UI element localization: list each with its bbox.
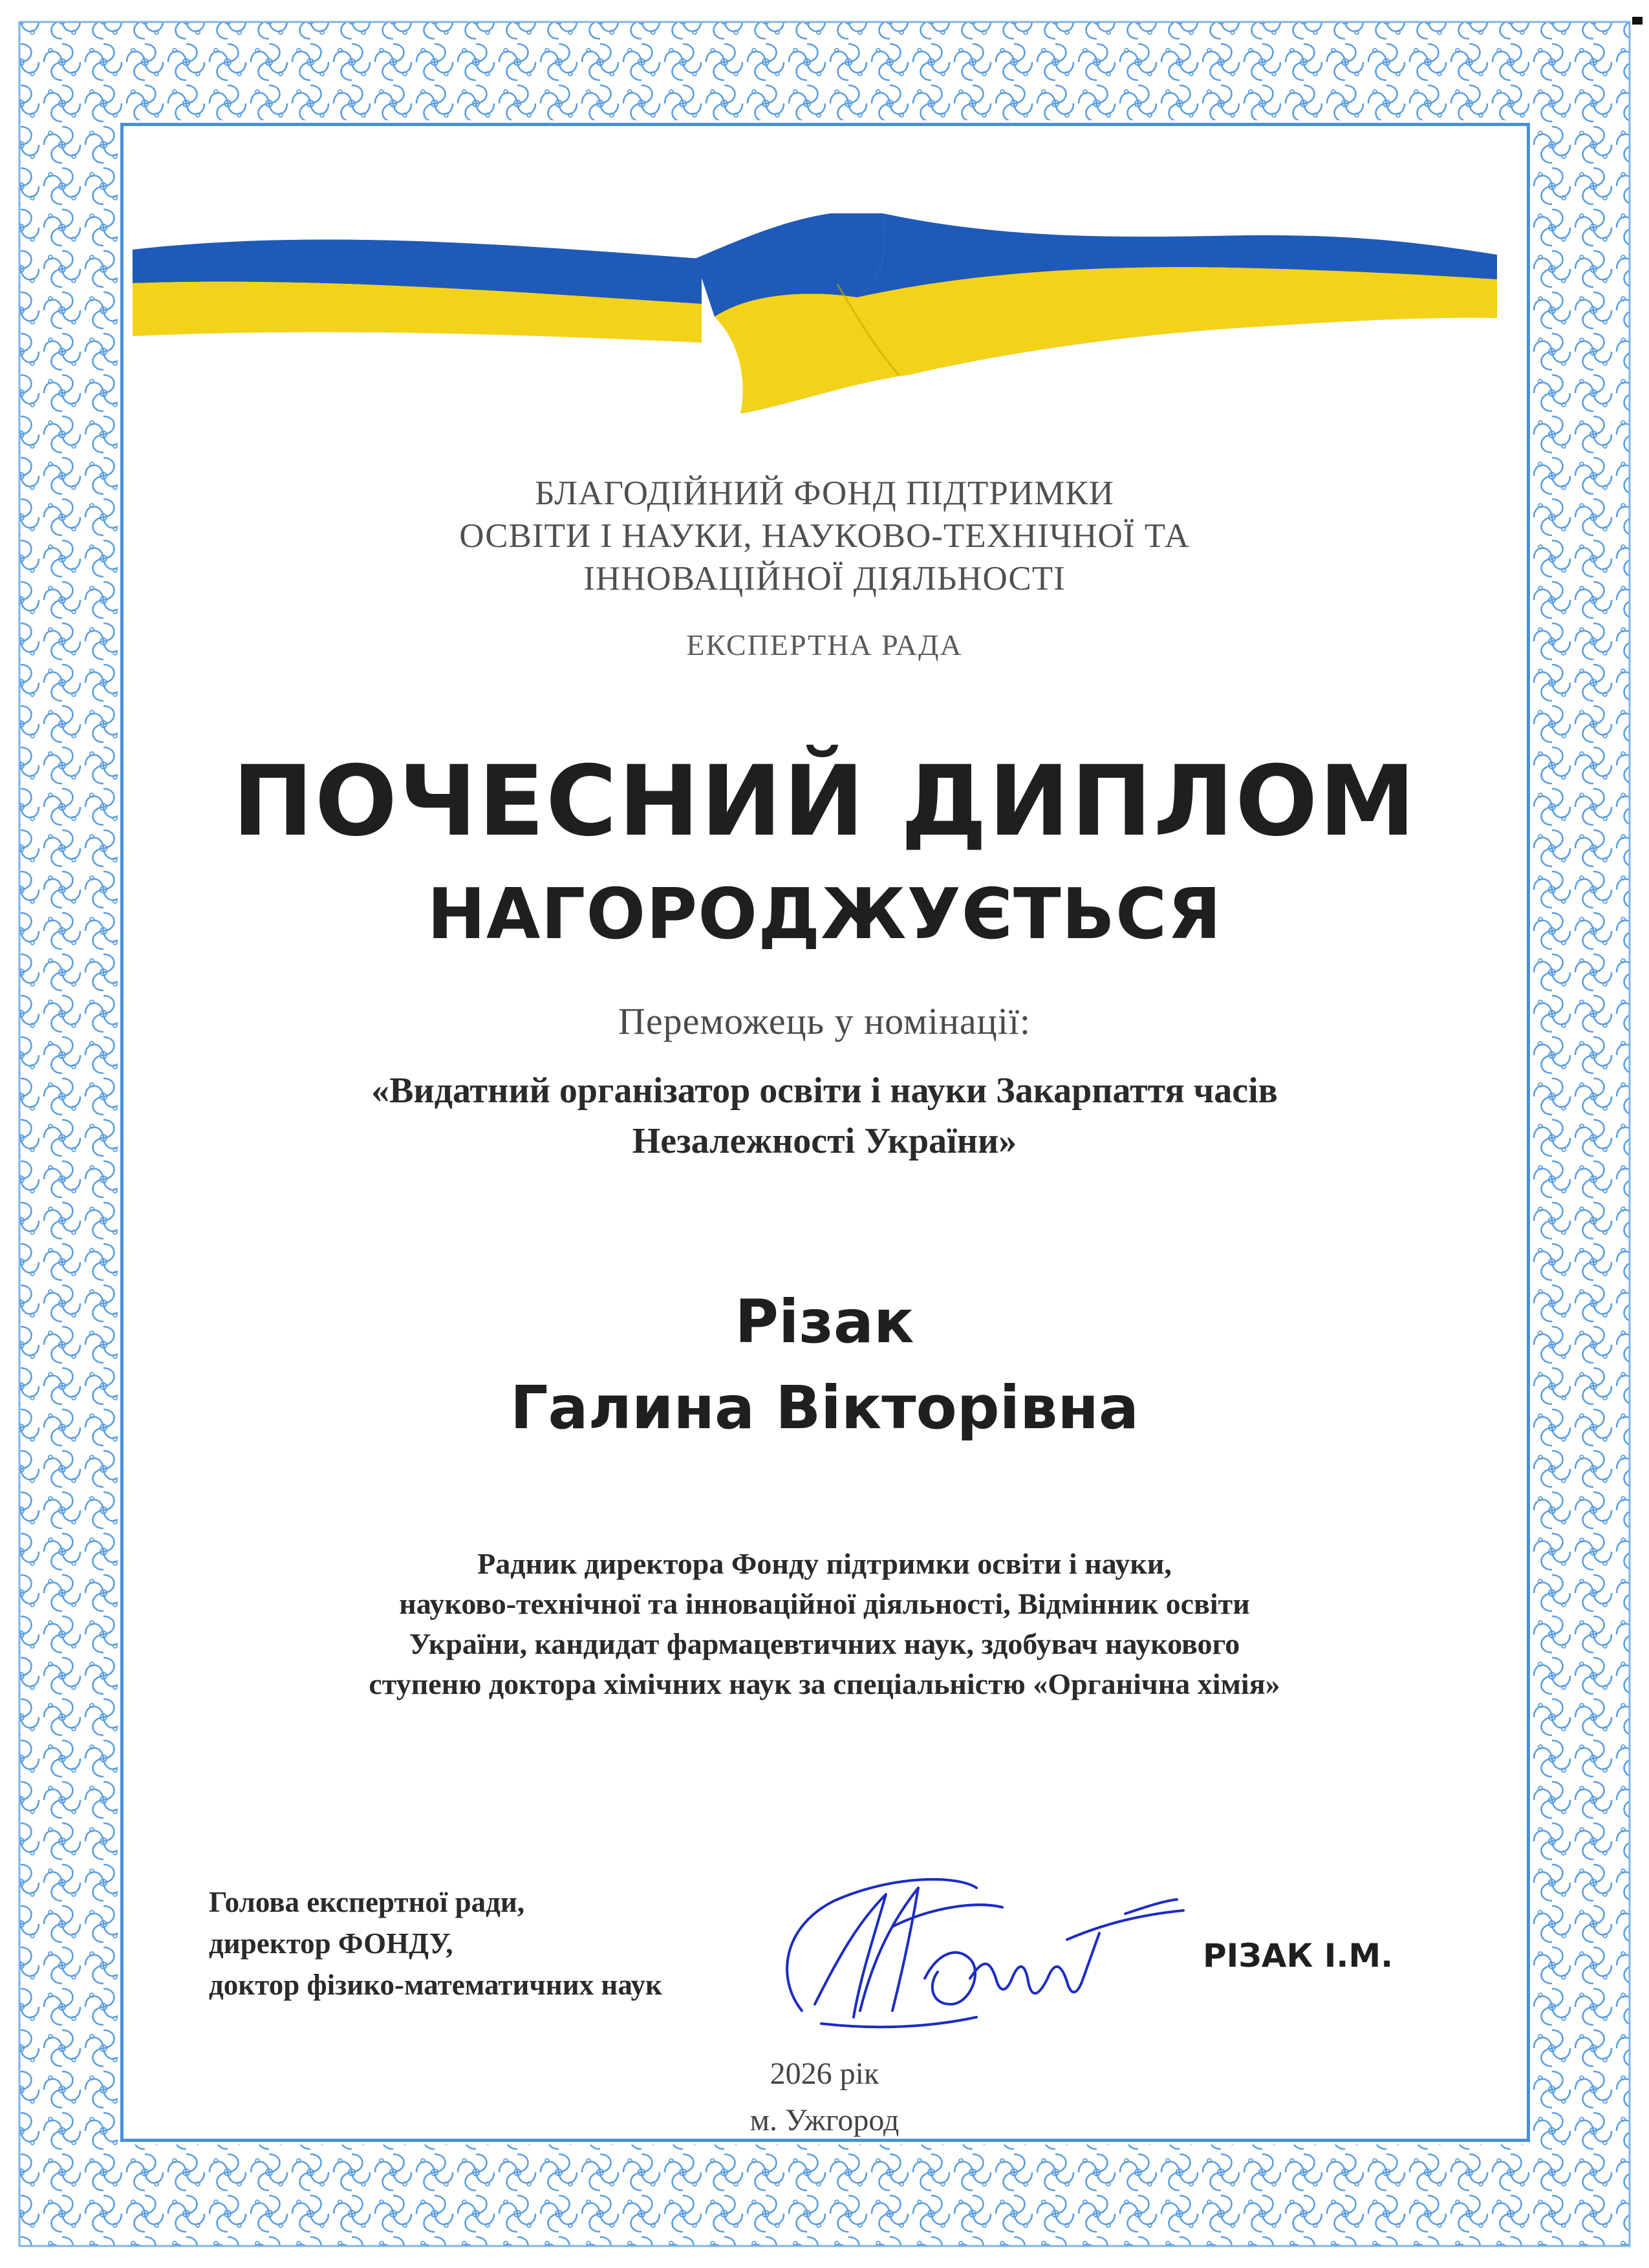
ukrainian-flag-ribbon-icon: [133, 213, 1497, 414]
signatory-name: РІЗАК І.М.: [1203, 1937, 1394, 1974]
signatory-title-line-1: Голова експертної ради,: [209, 1886, 525, 1918]
recipient-given-names: Галина Вікторівна: [510, 1373, 1139, 1442]
issue-year: 2026 рік: [770, 2057, 879, 2091]
nomination-line-2: Незалежності України»: [632, 1121, 1017, 1161]
scan-corner-mark: [1632, 17, 1643, 25]
diploma-title: ПОЧЕСНИЙ ДИПЛОМ: [232, 745, 1417, 858]
nomination: [129, 1065, 1520, 1166]
org-line-1: БЛАГОДІЙНИЙ ФОНД ПІДТРИМКИ: [535, 475, 1114, 512]
winner-label: Переможець у номінації:: [618, 1000, 1031, 1042]
signatory-title-line-3: доктор фізико-математичних наук: [209, 1969, 662, 2001]
org-line-3: ІННОВАЦІЙНОЇ ДІЯЛЬНОСТІ: [583, 560, 1066, 597]
handwritten-signature-icon: [763, 1849, 1190, 2056]
diploma-subtitle: НАГОРОДЖУЄТЬСЯ: [427, 874, 1222, 955]
signatory-title-line-2: директор ФОНДУ,: [209, 1927, 453, 1960]
organization-name: [129, 472, 1520, 600]
description-line-2: науково-технічної та інноваційної діяльності, Відмінник освіти: [399, 1587, 1250, 1620]
description-line-4: ступеню доктора хімічних наук за спеціальністю «Органічна хімія»: [369, 1667, 1280, 1700]
description-line-3: України, кандидат фармацевтичних наук, здобувач наукового: [409, 1627, 1240, 1660]
recipient-surname: Різак: [735, 1287, 914, 1356]
issue-city: м. Ужгород: [749, 2103, 900, 2137]
description-line-1: Радник директора Фонду підтримки освіти і науки,: [477, 1547, 1172, 1580]
expert-council: ЕКСПЕРТНА РАДА: [686, 628, 963, 661]
signatory-titles: [209, 1881, 662, 2006]
nomination-line-1: «Видатний організатор освіти і науки Закарпаття часів: [371, 1071, 1278, 1111]
org-line-2: ОСВІТИ І НАУКИ, НАУКОВО-ТЕХНІЧНОЇ ТА: [459, 517, 1190, 555]
recipient-description: [129, 1544, 1520, 1704]
